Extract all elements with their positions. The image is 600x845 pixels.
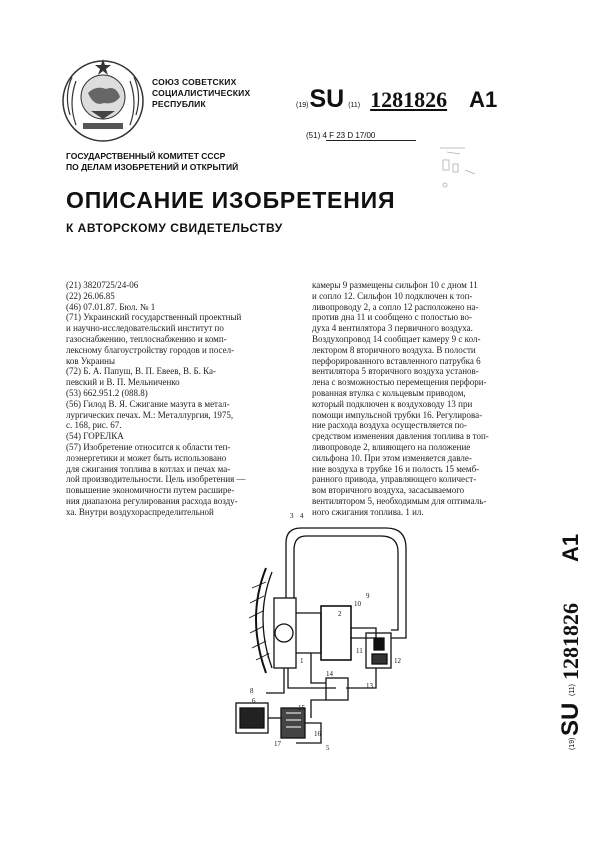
text-line: лексному благоустройству городов и посел- — [66, 344, 235, 355]
text-line: духа 4 вентилятора 3 первичного воздуха. — [312, 323, 473, 334]
text-line: ха. Внутри воздухораспределительной — [66, 506, 214, 517]
text-line: лоэнергетики и может быть использовано — [66, 452, 227, 463]
burner-drawing — [226, 488, 456, 768]
label-16: 16 — [314, 730, 321, 738]
text-line: против дна 11 и сообщено с полостью во- — [312, 312, 472, 323]
committee-line-2: ПО ДЕЛАМ ИЗОБРЕТЕНИЙ И ОТКРЫТИЙ — [66, 162, 239, 172]
text-line: ного сжигания топлива. 1 ил. — [312, 506, 424, 517]
text-line: камеры 9 размещены сильфон 10 с дном 11 — [312, 280, 478, 290]
text-line: ливопроводу 2, а сопло 12 расположено на- — [312, 301, 479, 312]
text-line: лектором 8 вторичного воздуха. В полости — [312, 344, 476, 355]
text-line: Воздухопровод 14 сообщает камеру 9 с кол- — [312, 333, 481, 344]
side-patent-number-text: 1281826 — [558, 603, 583, 680]
label-4: 4 — [300, 512, 304, 520]
label-3: 3 — [290, 512, 294, 520]
text-line: и научно-исследовательский институт по — [66, 323, 224, 334]
text-line: ние воздуха в трубке 16 и полость 15 мемб- — [312, 463, 480, 474]
text-line: с. 168, рис. 67. — [66, 420, 122, 431]
country-code: SU — [309, 85, 345, 113]
side-code-19: (19) — [569, 737, 576, 750]
text-line: (22) 26.06.85 — [66, 290, 115, 301]
label-17: 17 — [274, 740, 281, 748]
text-line: лой производительности. Цель изобретения — — [66, 474, 246, 485]
label-1: 1 — [300, 657, 304, 665]
text-line: лена с возможностью перемещения перфори- — [312, 377, 487, 388]
kind-code: A1 — [469, 87, 498, 112]
committee-line-1: ГОСУДАРСТВЕННЫЙ КОМИТЕТ СССР — [66, 151, 226, 161]
label-10: 10 — [354, 600, 361, 608]
side-kind-code: A1 — [558, 533, 583, 562]
text-line: ние расхода воздуха осуществляется по- — [312, 420, 467, 431]
text-line: (56) Гилод В. Я. Сжигание мазута в метал- — [66, 398, 230, 409]
union-line-1: СОЮЗ СОВЕТСКИХ — [152, 77, 237, 87]
document-subtitle: К АВТОРСКОМУ СВИДЕТЕЛЬСТВУ — [66, 221, 283, 235]
text-line: певский и В. П. Мельниченко — [66, 377, 180, 388]
text-line: (72) Б. А. Папуш, В. П. Евеев, В. Б. Ка- — [66, 366, 217, 377]
patent-number-header — [296, 85, 497, 114]
code-19: (19) — [296, 102, 309, 109]
bibliographic-column — [66, 280, 301, 518]
text-line: рованная втулка с кольцевым приводом, — [312, 387, 466, 398]
label-7: 7 — [266, 652, 270, 660]
side-code-11: (11) — [569, 684, 576, 696]
label-6: 6 — [252, 697, 256, 705]
text-line: средством изменения давления топлива в топ- — [312, 431, 489, 442]
text-line: и сопло 12. Сильфон 10 подключен к топ- — [312, 290, 473, 301]
text-line: ранного привода, управляющего количест- — [312, 474, 477, 485]
patent-number: 1281826 — [370, 87, 448, 112]
text-line: лургических печах. М.: Металлургия, 1975, — [66, 409, 234, 420]
ipc-classification: (51) 4 F 23 D 17/00 — [306, 131, 376, 140]
text-line: который подключен к воздуховоду 13 при — [312, 398, 473, 409]
ipc-underline — [326, 140, 416, 141]
text-line: (46) 07.01.87. Бюл. № 1 — [66, 301, 156, 312]
text-line: (21) 3820725/24-06 — [66, 280, 139, 290]
text-line: вентилятора 5 вторичного воздуха установ- — [312, 366, 479, 377]
document-title: ОПИСАНИЕ ИЗОБРЕТЕНИЯ — [66, 187, 396, 213]
library-stamp-icon — [435, 140, 505, 200]
text-line: ков Украины — [66, 355, 116, 366]
text-line: вентилятором 5, необходимым для оптималь- — [312, 495, 487, 506]
text-line: газоснабжению, теплоснабжению и комп- — [66, 333, 227, 344]
text-line: сильфона 10. При этом изменяется давле- — [312, 452, 472, 463]
text-line: вом вторичного воздуха, засасываемого — [312, 485, 465, 496]
label-8: 8 — [250, 687, 254, 695]
text-line: повышение экономичности путем расшире- — [66, 485, 235, 496]
label-12: 12 — [394, 657, 401, 665]
label-14: 14 — [326, 670, 333, 678]
union-line-3: РЕСПУБЛИК — [152, 99, 206, 109]
side-country-code: SU — [557, 702, 584, 736]
text-line: ливопроводе 2, влияющего на положение — [312, 441, 471, 452]
text-line: (57) Изобретение относится к области теп- — [66, 441, 231, 452]
code-11: (11) — [348, 102, 361, 109]
label-5: 5 — [326, 744, 330, 752]
abstract-column — [312, 280, 547, 518]
label-11: 11 — [356, 647, 363, 655]
text-line: для сжигания топлива в котлах и печах ма- — [66, 463, 231, 474]
label-9: 9 — [366, 592, 370, 600]
text-line: (53) 662.951.2 (088.8) — [66, 387, 148, 398]
text-line: перфорированного вставленного патрубка 6 — [312, 355, 481, 366]
text-line: (71) Украинский государственный проектный — [66, 312, 242, 323]
ussr-emblem-icon — [58, 55, 148, 145]
side-patent-number — [530, 522, 590, 752]
label-13: 13 — [366, 682, 373, 690]
union-line-2: СОЦИАЛИСТИЧЕСКИХ — [152, 88, 251, 98]
text-line: помощи импульсной трубки 16. Регулирова- — [312, 409, 483, 420]
text-line: ния диапазона регулирования расхода возду- — [66, 495, 238, 506]
text-line: (54) ГОРЕЛКА — [66, 431, 124, 442]
label-15: 15 — [298, 704, 305, 712]
label-2: 2 — [338, 610, 342, 618]
